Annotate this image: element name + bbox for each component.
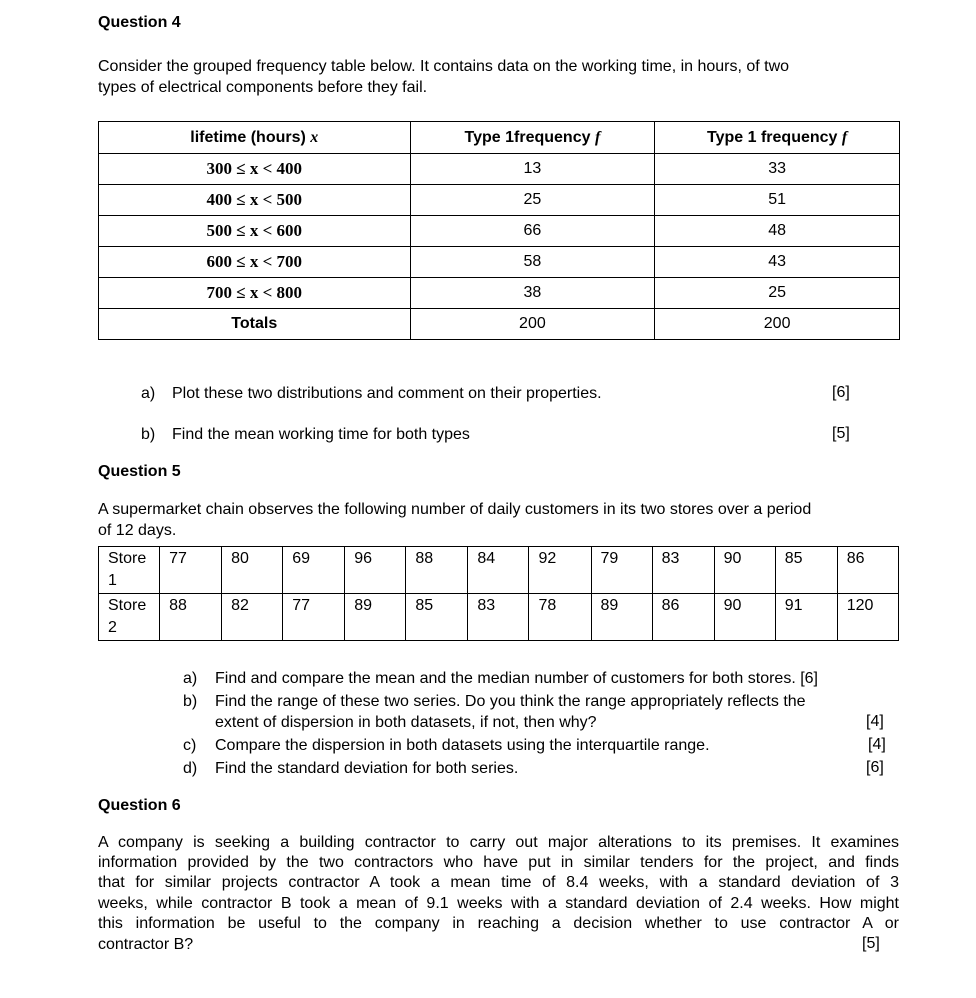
store-1-day-12: 86: [837, 547, 898, 594]
store-1-day-10: 90: [714, 547, 775, 594]
type1-frequency-cell: 58: [410, 247, 655, 278]
type2-frequency-cell: 25: [655, 278, 900, 309]
store-2-day-1: 88: [160, 594, 222, 641]
header-lifetime: [99, 122, 411, 154]
store-1-day-9: 83: [652, 547, 714, 594]
type1-frequency-cell: 13: [410, 154, 655, 185]
store-2-label: Store 2: [99, 594, 160, 641]
q5-part-c-text: Compare the dispersion in both datasets using the interquartile range.: [215, 737, 710, 754]
store-2-day-5: 85: [406, 594, 468, 641]
interval-cell: 500 ≤ x < 600: [99, 216, 411, 247]
frequency-table: [98, 121, 900, 340]
question-4-intro-line-1: Consider the grouped frequency table below. It contains data on the working time, in hours, of two: [98, 58, 790, 75]
q5-part-d-label: d): [183, 760, 198, 777]
question-6-line-2: information provided by the two contractors who have put in similar tenders for the project, and finds: [98, 854, 899, 871]
interval-cell: 700 ≤ x < 800: [99, 278, 411, 309]
totals-row: [99, 309, 900, 340]
store-2-day-8: 89: [591, 594, 652, 641]
frequency-table-header-row: [99, 122, 900, 154]
question-5-intro-line-1: A supermarket chain observes the following number of daily customers in its two stores over a period: [98, 501, 812, 518]
question-6-line-4: weeks, while contractor B took a mean of 9.1 weeks with a standard deviation of 2.4 weeks. How might: [98, 895, 899, 912]
table-row: [99, 278, 900, 309]
q5-part-d-text: Find the standard deviation for both series.: [215, 760, 519, 777]
q4-part-b-marks: [5]: [832, 425, 850, 442]
q4-part-a-label: a): [141, 385, 156, 402]
store-2-day-2: 82: [222, 594, 283, 641]
store-2-day-6: 83: [468, 594, 529, 641]
question-6-heading: Question 6: [98, 797, 181, 814]
question-4-heading: Question 4: [98, 14, 181, 31]
q4-part-b-text: Find the mean working time for both types: [172, 426, 470, 443]
store-2-day-10: 90: [714, 594, 775, 641]
table-row: [99, 185, 900, 216]
question-5-heading: Question 5: [98, 463, 181, 480]
store-1-label: Store 1: [99, 547, 160, 594]
header-type1-var: f: [594, 128, 601, 146]
store-1-day-8: 79: [591, 547, 652, 594]
question-6-marks: [5]: [862, 935, 880, 952]
store-1-day-2: 80: [222, 547, 283, 594]
store-2-row: [99, 594, 899, 641]
header-lifetime-var: x: [310, 128, 319, 146]
interval-cell: 600 ≤ x < 700: [99, 247, 411, 278]
q5-part-b-label: b): [183, 693, 198, 710]
store-customers-table: [98, 546, 899, 641]
question-6-line-3: that for similar projects contractor A took a mean time of 8.4 weeks, with a standard deviation of 3: [98, 874, 899, 891]
type2-total-cell: 200: [655, 309, 900, 340]
question-6-line-5: this information be useful to the company in reaching a decision whether to use contractor A or: [98, 915, 899, 932]
header-type2-text: Type 1 frequency: [707, 128, 842, 146]
totals-label: Totals: [99, 309, 411, 340]
table-row: [99, 154, 900, 185]
q4-part-a-marks: [6]: [832, 384, 850, 401]
interval-cell: 300 ≤ x < 400: [99, 154, 411, 185]
store-1-day-3: 69: [283, 547, 345, 594]
header-type2-var: f: [841, 128, 848, 146]
store-2-day-11: 91: [775, 594, 837, 641]
q4-part-b-label: b): [141, 426, 156, 443]
question-4-intro-line-2: types of electrical components before they fail.: [98, 79, 428, 96]
store-2-day-4: 89: [345, 594, 406, 641]
header-type1-text: Type 1frequency: [464, 128, 595, 146]
header-type2-frequency: [655, 122, 900, 154]
type1-total-cell: 200: [410, 309, 655, 340]
type2-frequency-cell: 43: [655, 247, 900, 278]
type1-frequency-cell: 66: [410, 216, 655, 247]
table-row: [99, 247, 900, 278]
question-6-last-line: contractor B?: [98, 936, 194, 953]
q5-part-b-text-line-2: extent of dispersion in both datasets, if not, then why?: [215, 714, 597, 731]
q5-part-d-marks: [6]: [866, 759, 884, 776]
type2-frequency-cell: 51: [655, 185, 900, 216]
store-1-day-5: 88: [406, 547, 468, 594]
q5-part-c-label: c): [183, 737, 197, 754]
q5-part-c-marks: [4]: [868, 736, 886, 753]
type1-frequency-cell: 25: [410, 185, 655, 216]
q5-part-b-text-line-1: Find the range of these two series. Do you think the range appropriately reflects the: [215, 693, 806, 710]
header-type1-frequency: [410, 122, 655, 154]
table-row: [99, 216, 900, 247]
store-2-day-9: 86: [652, 594, 714, 641]
store-2-day-7: 78: [529, 594, 591, 641]
question-5-intro-line-2: of 12 days.: [98, 522, 177, 539]
store-1-day-4: 96: [345, 547, 406, 594]
q5-part-a-label: a): [183, 670, 198, 687]
store-2-day-3: 77: [283, 594, 345, 641]
interval-cell: 400 ≤ x < 500: [99, 185, 411, 216]
store-1-day-1: 77: [160, 547, 222, 594]
header-lifetime-text: lifetime (hours): [190, 128, 311, 146]
store-1-day-7: 92: [529, 547, 591, 594]
type2-frequency-cell: 48: [655, 216, 900, 247]
store-1-day-11: 85: [775, 547, 837, 594]
q4-part-a-text: Plot these two distributions and comment on their properties.: [172, 385, 602, 402]
q5-part-a-text: Find and compare the mean and the median number of customers for both stores. [6]: [215, 670, 818, 687]
type2-frequency-cell: 33: [655, 154, 900, 185]
store-1-row: [99, 547, 899, 594]
store-1-day-6: 84: [468, 547, 529, 594]
question-6-line-1: A company is seeking a building contractor to carry out major alterations to its premises. It examines: [98, 834, 899, 851]
q5-part-b-marks: [4]: [866, 713, 884, 730]
store-2-day-12: 120: [837, 594, 898, 641]
type1-frequency-cell: 38: [410, 278, 655, 309]
